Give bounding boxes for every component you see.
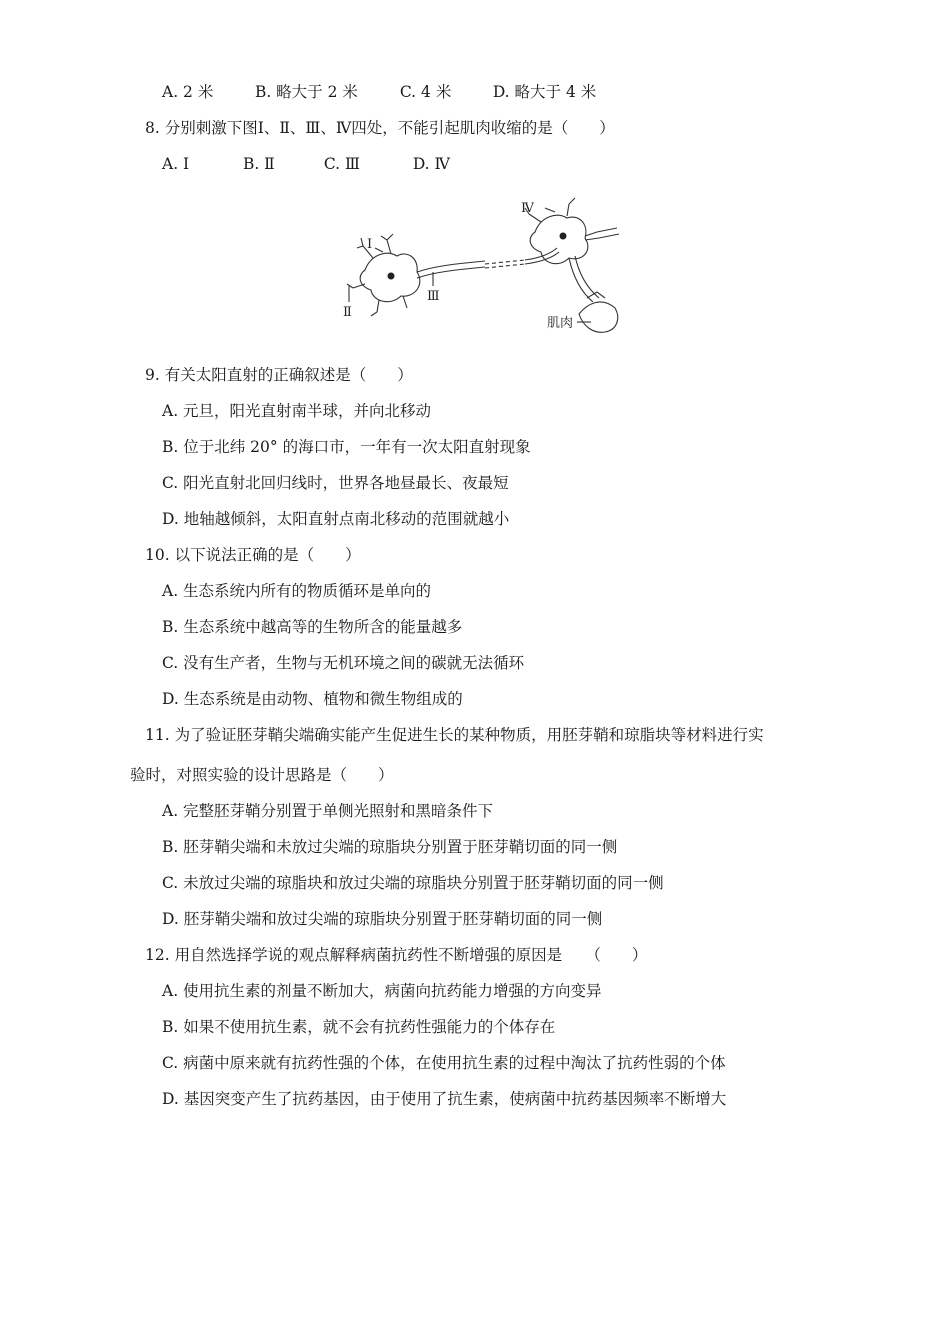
q8-option-a: A. Ⅰ xyxy=(162,155,190,173)
axon-to-right xyxy=(525,252,559,264)
axon-dashed xyxy=(485,264,525,268)
right-neuron-dendrite xyxy=(567,198,575,216)
left-neuron-dendrite xyxy=(403,296,407,308)
q11-stem-line1: 11. 为了验证胚芽鞘尖端确实能产生促进生长的某种物质，用胚芽鞘和琼脂块等材料进行实 xyxy=(145,726,764,744)
left-neuron-dendrite xyxy=(347,284,365,288)
q8-stem: 8. 分别刺激下图Ⅰ、Ⅱ、Ⅲ、Ⅳ四处，不能引起肌肉收缩的是（ ） xyxy=(145,119,615,137)
q9-option-a: A. 元旦，阳光直射南半球，并向北移动 xyxy=(162,402,432,420)
left-neuron-dendrite xyxy=(381,234,393,254)
axon-dashed xyxy=(485,260,525,264)
right-neuron-body xyxy=(530,215,588,263)
q10-option-a: A. 生态系统内所有的物质循环是单向的 xyxy=(162,582,432,600)
q8-option-b: B. Ⅱ xyxy=(242,155,275,173)
q9-option-d: D. 地轴越倾斜，太阳直射点南北移动的范围就越小 xyxy=(162,510,510,528)
q8-option-d: D. Ⅳ xyxy=(412,155,451,173)
label-III: Ⅲ xyxy=(427,289,440,304)
q11-stem-line2: 验时，对照实验的设计思路是（ ） xyxy=(130,766,394,784)
arrow-I xyxy=(375,248,383,252)
q8-option-c: C. Ⅲ xyxy=(323,155,360,173)
q11-option-d: D. 胚芽鞘尖端和放过尖端的琼脂块分别置于胚芽鞘切面的同一侧 xyxy=(162,910,603,928)
q8-options xyxy=(162,154,450,174)
q7-option-a: A. 2 米 xyxy=(162,83,214,101)
right-neuron-nucleus xyxy=(560,233,567,240)
muscle-fiber xyxy=(579,302,618,332)
q10-stem: 10. 以下说法正确的是（ ） xyxy=(145,546,361,564)
label-II: Ⅱ xyxy=(343,305,352,320)
q12-stem: 12. 用自然选择学说的观点解释病菌抗药性不断增强的原因是 （ ） xyxy=(145,946,648,964)
left-neuron-dendrite xyxy=(371,300,379,316)
right-neuron-axon xyxy=(575,256,599,298)
q12-option-a: A. 使用抗生素的剂量不断加大，病菌向抗药能力增强的方向变异 xyxy=(162,982,602,1000)
q12-option-d: D. 基因突变产生了抗药基因，由于使用了抗生素，使病菌中抗药基因频率不断增大 xyxy=(162,1090,727,1108)
right-neuron-dendrite xyxy=(585,234,619,240)
neuron-diagram xyxy=(335,192,625,340)
label-muscle: 肌肉 xyxy=(547,316,574,331)
label-I: Ⅰ xyxy=(367,237,373,252)
q7-options xyxy=(162,82,596,102)
q9-stem: 9. 有关太阳直射的正确叙述是（ ） xyxy=(145,366,413,384)
q11-option-c: C. 未放过尖端的琼脂块和放过尖端的琼脂块分别置于胚芽鞘切面的同一侧 xyxy=(162,874,664,892)
q9-option-b: B. 位于北纬 20° 的海口市，一年有一次太阳直射现象 xyxy=(162,438,531,456)
left-neuron-nucleus xyxy=(388,273,395,280)
label-IV: Ⅳ xyxy=(521,201,534,216)
q9-option-c: C. 阳光直射北回归线时，世界各地昼最长、夜最短 xyxy=(162,474,509,492)
arrow-IV xyxy=(545,208,555,212)
q10-option-b: B. 生态系统中越高等的生物所含的能量越多 xyxy=(162,618,463,636)
neuron-diagram-svg xyxy=(335,192,625,340)
q12-option-c: C. 病菌中原来就有抗药性强的个体，在使用抗生素的过程中淘汰了抗药性弱的个体 xyxy=(162,1054,726,1072)
q10-option-d: D. 生态系统是由动物、植物和微生物组成的 xyxy=(162,690,463,708)
q12-option-b: B. 如果不使用抗生素，就不会有抗药性强能力的个体存在 xyxy=(162,1018,556,1036)
q10-option-c: C. 没有生产者，生物与无机环境之间的碳就无法循环 xyxy=(162,654,525,672)
q11-option-a: A. 完整胚芽鞘分别置于单侧光照射和黑暗条件下 xyxy=(162,802,494,820)
q11-option-b: B. 胚芽鞘尖端和未放过尖端的琼脂块分别置于胚芽鞘切面的同一侧 xyxy=(162,838,618,856)
q7-option-c: C. 4 米 xyxy=(399,83,452,101)
q7-option-b: B. 略大于 2 米 xyxy=(254,83,358,101)
right-neuron-axon xyxy=(569,258,593,302)
q7-option-d: D. 略大于 4 米 xyxy=(492,83,597,101)
